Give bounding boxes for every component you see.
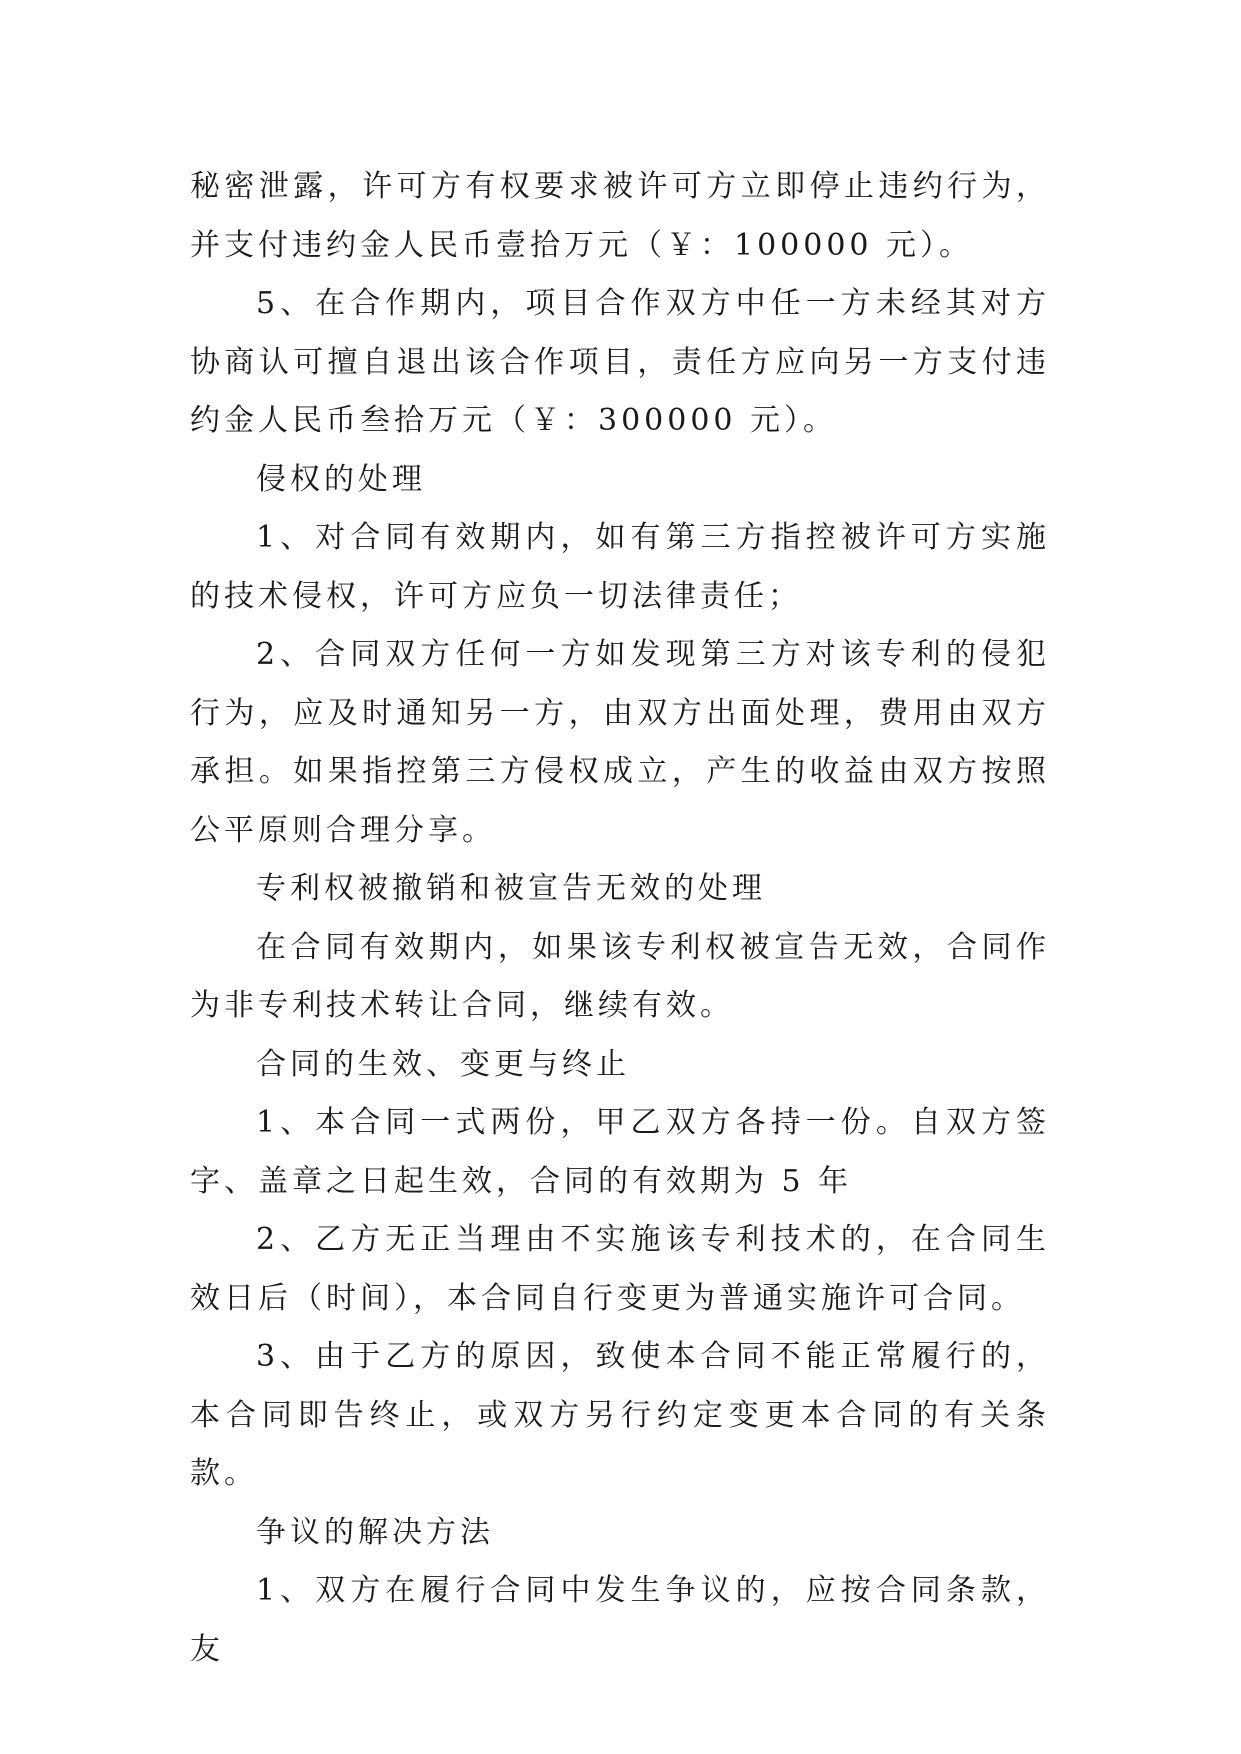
paragraph-dispute-1: 1、双方在履行合同中发生争议的，应按合同条款，友	[190, 1573, 1050, 1667]
paragraph-infringement-2: 2、合同双方任何一方如发现第三方对该专利的侵犯行为，应及时通知另一方，由双方出面处理，费用由双方承担。如果指控第三方侵权成立，产生的收益由双方按照公平原则合理分享。	[190, 637, 1050, 848]
paragraph-effectiveness-3: 3、由于乙方的原因，致使本合同不能正常履行的，本合同即告终止，或双方另行约定变更本合同的有关条款。	[190, 1339, 1050, 1491]
paragraph-continuation: 秘密泄露，许可方有权要求被许可方立即停止违约行为，并支付违约金人民币壹拾万元（￥：100000 元）。	[190, 169, 1050, 263]
paragraph-effectiveness-1: 1、本合同一式两份，甲乙双方各持一份。自双方签字、盖章之日起生效，合同的有效期为 5 年	[190, 1105, 1050, 1199]
section-heading-patent-invalidation: 专利权被撤销和被宣告无效的处理	[256, 871, 766, 906]
paragraph-effectiveness-2: 2、乙方无正当理由不实施该专利技术的，在合同生效日后（时间），本合同自行变更为普通实施许可合同。	[190, 1222, 1050, 1316]
section-heading-dispute: 争议的解决方法	[256, 1514, 494, 1550]
section-heading-infringement: 侵权的处理	[256, 461, 426, 497]
section-heading-effectiveness: 合同的生效、变更与终止	[256, 1046, 630, 1082]
paragraph-infringement-1: 1、对合同有效期内，如有第三方指控被许可方实施的技术侵权，许可方应负一切法律责任；	[190, 520, 1050, 614]
paragraph-clause-5: 5、在合作期内，项目合作双方中任一方未经其对方协商认可擅自退出该合作项目，责任方应向另一方支付违约金人民币叁拾万元（￥：300000 元）。	[190, 286, 1050, 438]
paragraph-patent-invalidation: 在合同有效期内，如果该专利权被宣告无效，合同作为非专利技术转让合同，继续有效。	[190, 929, 1050, 1023]
document-body	[190, 158, 1050, 1679]
